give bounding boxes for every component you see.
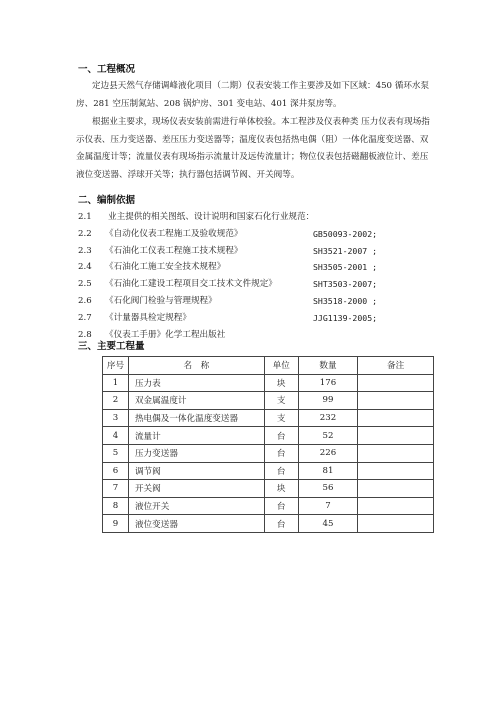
reference-title: 《石油化工施工安全技术规程》 (105, 262, 226, 273)
cell-quantity: 45 (298, 515, 358, 533)
reference-title: 《自动化仪表工程施工及验收规范》 (105, 228, 243, 239)
table-row (103, 392, 434, 410)
cell-unit: 台 (264, 427, 298, 445)
cell-unit: 支 (264, 392, 298, 410)
reference-title: 《石油化工建设工程项目交工技术文件规定》 (105, 279, 277, 290)
cell-name: 压力变送器 (128, 444, 264, 462)
reference-code: SHT3503-2007; (313, 279, 378, 290)
cell-quantity: 232 (298, 409, 358, 427)
cell-name: 压力表 (128, 374, 264, 392)
cell-index: 1 (103, 374, 129, 392)
reference-item (78, 293, 438, 310)
header-remarks: 备注 (358, 357, 434, 375)
overview-paragraph-1: 定边县天然气存储调峰液化项目（二期）仪表安装工作主要涉及如下区域：450 循环水泵房、281 空压制氮站、208 锅炉房、301 变电站、401 深井泵房等。 (76, 81, 430, 109)
table-row (103, 515, 434, 533)
cell-unit: 台 (264, 462, 298, 480)
table-row (103, 462, 434, 480)
cell-remarks (358, 427, 434, 445)
reference-number: 2.5 (78, 279, 92, 290)
cell-index: 3 (103, 409, 129, 427)
cell-quantity: 226 (298, 444, 358, 462)
reference-title: 业主提供的相关图纸、设计说明和国家石化行业规范： (108, 212, 315, 222)
reference-number: 2.1 (78, 212, 92, 222)
reference-item (78, 276, 438, 293)
reference-number: 2.2 (78, 228, 92, 239)
table-row (103, 444, 434, 462)
cell-remarks (358, 497, 434, 515)
reference-number: 2.7 (78, 312, 92, 323)
cell-name: 开关阀 (128, 480, 264, 498)
reference-number: 2.8 (78, 329, 92, 340)
section-heading-overview: 一、工程概况 (78, 64, 136, 75)
table-row (103, 497, 434, 515)
reference-title: 《石油化工仪表工程施工技术规程》 (105, 245, 243, 256)
header-name: 名 称 (128, 357, 264, 375)
header-unit: 单位 (264, 357, 298, 375)
section-heading-quantities: 三、主要工程量 (78, 341, 145, 352)
cell-name: 热电偶及一体化温度变送器 (128, 409, 264, 427)
cell-remarks (358, 515, 434, 533)
cell-index: 7 (103, 480, 129, 498)
cell-name: 流量计 (128, 427, 264, 445)
cell-index: 9 (103, 515, 129, 533)
overview-paragraph-2: 根据业主要求，现场仪表安装前需进行单体校验。本工程涉及仪表种类 压力仪表有现场指示仪表、压力变送器、差压压力变送器等；温度仪表包括热电偶（阻）一体化温度变送器、双金属温度计等；流量仪表有现场指示流量计及远传流量计；物位仪表包括磁翻板液位计、差压液位变送器、浮球开关等；执行器包括调节阀、开关阀等。 (76, 117, 430, 180)
reference-title: 《计量器具检定规程》 (105, 312, 191, 323)
cell-unit: 块 (264, 374, 298, 392)
table-row (103, 480, 434, 498)
table-row (103, 409, 434, 427)
cell-index: 8 (103, 497, 129, 515)
quantities-table (102, 356, 434, 533)
cell-quantity: 99 (298, 392, 358, 410)
table-row (103, 374, 434, 392)
table-body (103, 374, 434, 532)
reference-code: GB50093-2002; (313, 228, 378, 239)
cell-remarks (358, 374, 434, 392)
cell-quantity: 81 (298, 462, 358, 480)
reference-number: 2.6 (78, 296, 92, 306)
header-quantity: 数量 (298, 357, 358, 375)
cell-quantity: 7 (298, 497, 358, 515)
cell-quantity: 56 (298, 480, 358, 498)
cell-unit: 台 (264, 497, 298, 515)
reference-item (78, 310, 438, 327)
reference-title: 《石化阀门检验与管理规程》 (105, 296, 217, 306)
cell-remarks (358, 409, 434, 427)
cell-name: 调节阀 (128, 462, 264, 480)
reference-number: 2.3 (78, 245, 92, 256)
cell-name: 液位开关 (128, 497, 264, 515)
cell-name: 液位变送器 (128, 515, 264, 533)
cell-remarks (358, 462, 434, 480)
section-heading-basis: 二、编制依据 (78, 195, 136, 206)
cell-remarks (358, 480, 434, 498)
cell-unit: 台 (264, 515, 298, 533)
header-index: 序号 (103, 357, 129, 375)
cell-remarks (358, 392, 434, 410)
reference-item (78, 209, 438, 226)
reference-item (78, 226, 438, 243)
cell-quantity: 52 (298, 427, 358, 445)
reference-item (78, 243, 438, 260)
cell-unit: 块 (264, 480, 298, 498)
cell-index: 2 (103, 392, 129, 410)
cell-unit: 支 (264, 409, 298, 427)
cell-remarks (358, 444, 434, 462)
table-header-row (103, 357, 434, 375)
cell-unit: 台 (264, 444, 298, 462)
reference-code: SH3521-2007 ; (313, 245, 378, 256)
reference-item (78, 259, 438, 276)
cell-index: 4 (103, 427, 129, 445)
cell-index: 6 (103, 462, 129, 480)
reference-title: 《仪表工手册》化学工程出版社 (105, 329, 226, 340)
cell-quantity: 176 (298, 374, 358, 392)
cell-index: 5 (103, 444, 129, 462)
table-row (103, 427, 434, 445)
cell-name: 双金属温度计 (128, 392, 264, 410)
reference-code: SH3505-2001 ; (313, 262, 378, 273)
reference-code: JJG1139-2005; (313, 312, 378, 323)
reference-number: 2.4 (78, 262, 92, 273)
reference-code: SH3518-2000 ; (313, 296, 378, 306)
